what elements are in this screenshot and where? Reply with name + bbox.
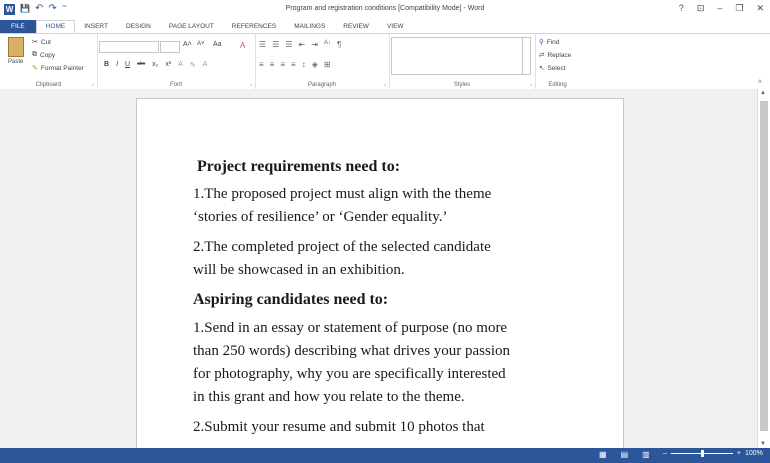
redo-icon[interactable]: ↷ [48, 3, 57, 14]
paragraph-row-2 [259, 60, 331, 69]
candidate-2-line-1: 2.Submit your resume and submit 10 photos that [193, 419, 485, 435]
format-painter-label: Format Painter [40, 64, 84, 72]
requirement-1-line-2: ‘stories of resilience’ or ‘Gender equality.’ [193, 209, 448, 225]
tab-page-layout[interactable]: PAGE LAYOUT [168, 23, 214, 30]
tab-references[interactable]: REFERENCES [231, 23, 277, 30]
clipboard-launcher-icon[interactable]: ⌟ [91, 81, 94, 87]
paste-button[interactable]: Paste [8, 59, 24, 65]
zoom-level[interactable]: 100% [745, 450, 763, 457]
tab-home[interactable]: HOME [36, 20, 76, 33]
cut-button[interactable] [32, 38, 51, 46]
subscript-button[interactable]: x₂ [152, 61, 159, 68]
styles-group [389, 34, 536, 89]
ribbon-display-options-icon[interactable]: ⊡ [696, 3, 705, 13]
candidate-1-line-4: in this grant and how you relate to the theme. [193, 389, 465, 405]
clipboard-group-label: Clipboard [35, 82, 62, 88]
editing-group [535, 34, 580, 89]
ribbon-tabs [0, 20, 770, 33]
clipboard-group [0, 34, 98, 89]
status-bar [0, 448, 770, 463]
styles-launcher-icon[interactable]: ⌟ [529, 81, 532, 87]
document-page[interactable] [136, 98, 624, 448]
copy-icon: ⧉ [32, 51, 37, 58]
copy-button[interactable] [32, 51, 55, 59]
scroll-down-icon[interactable]: ▼ [760, 441, 766, 447]
document-body[interactable] [193, 155, 573, 439]
zoom-in-icon[interactable]: + [736, 450, 741, 457]
view-buttons [599, 450, 650, 459]
highlight-icon[interactable]: ✎ [189, 62, 196, 69]
paragraph-row-1 [259, 40, 341, 49]
window-title: Program and registration conditions [Compatibility Mode] - Word [285, 5, 485, 12]
zoom-slider[interactable] [671, 453, 733, 454]
multilevel-list-icon[interactable]: ☰ [285, 40, 293, 49]
requirement-2-line-2: will be showcased in an exhibition. [193, 262, 405, 278]
line-spacing-icon[interactable]: ↕ [301, 60, 306, 69]
clear-formatting-icon[interactable]: A [240, 41, 246, 50]
format-painter-icon: ✎ [32, 65, 38, 72]
requirement-1-line-1: 1.The proposed project must align with the theme [193, 186, 492, 202]
candidate-1-line-1: 1.Send in an essay or statement of purpose (no more [193, 320, 508, 336]
replace-icon: ⇄ [539, 52, 545, 59]
word-app-icon: W [5, 4, 14, 14]
shrink-font-icon[interactable]: A˅ [197, 41, 205, 47]
zoom-out-icon[interactable]: – [663, 450, 667, 457]
text-effects-icon[interactable]: A [178, 61, 183, 68]
paragraph-group [255, 34, 390, 89]
find-button[interactable] [539, 38, 559, 46]
align-center-icon[interactable]: ≡ [269, 60, 275, 69]
styles-gallery-scroll[interactable] [522, 38, 530, 74]
shading-icon[interactable]: ◈ [311, 60, 318, 69]
select-button[interactable] [539, 64, 566, 72]
close-icon[interactable]: ✕ [756, 3, 764, 13]
read-mode-icon[interactable]: ▦ [599, 450, 607, 459]
customize-qat-icon[interactable]: ⁼ [61, 3, 68, 14]
requirement-2-line-1: 2.The completed project of the selected candidate [193, 239, 491, 255]
font-format-row [104, 61, 207, 69]
format-painter-button[interactable] [32, 64, 84, 72]
select-label: Select [547, 64, 566, 72]
align-left-icon[interactable]: ≡ [259, 60, 264, 69]
borders-icon[interactable]: ⊞ [323, 60, 331, 69]
cursor-icon: ↖ [539, 65, 545, 72]
binoculars-icon: ⚲ [539, 39, 544, 46]
ribbon-home [0, 33, 770, 90]
document-area [0, 89, 757, 448]
tab-review[interactable]: REVIEW [343, 23, 369, 30]
print-layout-icon[interactable]: ▤ [620, 450, 629, 459]
underline-button[interactable]: U [125, 61, 131, 68]
minimize-icon[interactable]: – [717, 3, 723, 13]
save-icon[interactable]: 💾 [20, 4, 30, 13]
font-group [97, 34, 256, 89]
tab-file[interactable]: FILE [0, 20, 36, 33]
strikethrough-button[interactable]: abc [137, 61, 146, 67]
replace-button[interactable] [539, 51, 571, 59]
candidate-1-line-3: for photography, why you are specifically interested [193, 366, 506, 382]
styles-gallery[interactable] [391, 37, 531, 75]
font-group-label: Font [169, 82, 182, 88]
font-launcher-icon[interactable]: ⌟ [249, 81, 252, 87]
scrollbar-thumb[interactable] [760, 101, 768, 431]
numbering-icon[interactable]: ☰ [272, 40, 280, 49]
decrease-indent-icon[interactable]: ⇤ [298, 40, 306, 49]
copy-label: Copy [40, 51, 56, 59]
undo-icon[interactable]: ↶ [34, 3, 44, 14]
collapse-ribbon-icon[interactable]: ˄ [757, 79, 762, 86]
font-color-icon[interactable]: A [202, 61, 208, 68]
scissors-icon: ✂ [32, 39, 38, 46]
paragraph-launcher-icon[interactable]: ⌟ [383, 81, 386, 87]
tab-view[interactable]: VIEW [386, 23, 404, 30]
paste-icon[interactable] [8, 37, 24, 57]
help-icon[interactable]: ? [678, 3, 684, 13]
web-layout-icon[interactable]: ▥ [642, 450, 650, 459]
bullets-icon[interactable]: ☰ [259, 40, 267, 49]
bold-button[interactable]: B [104, 61, 110, 68]
window-controls [679, 3, 764, 14]
heading-aspiring-candidates: Aspiring candidates need to: [193, 291, 389, 308]
editing-group-label: Editing [548, 82, 567, 88]
align-right-icon[interactable]: ≡ [280, 60, 286, 69]
superscript-button[interactable]: x² [165, 61, 172, 68]
font-size-box[interactable] [160, 41, 180, 53]
paragraph-group-label: Paragraph [307, 82, 337, 88]
tab-insert[interactable]: INSERT [84, 23, 108, 30]
scroll-up-icon[interactable]: ▲ [760, 90, 766, 96]
grow-font-icon[interactable]: A˄ [183, 41, 192, 48]
vertical-scrollbar[interactable] [757, 89, 770, 448]
italic-button[interactable]: I [116, 61, 119, 68]
tab-mailings[interactable]: MAILINGS [294, 23, 326, 30]
tab-design[interactable]: DESIGN [125, 23, 151, 30]
zoom-slider-handle[interactable] [701, 450, 704, 457]
zoom-control [663, 450, 763, 457]
title-bar [0, 0, 770, 20]
candidate-1-line-2: than 250 words) describing what drives your passion [193, 343, 511, 359]
show-hide-pilcrow-icon[interactable]: ¶ [336, 40, 342, 49]
styles-group-label: Styles [453, 82, 471, 88]
find-label: Find [546, 38, 560, 46]
sort-icon[interactable]: A↓ [323, 40, 331, 46]
justify-icon[interactable]: ≡ [291, 60, 296, 69]
restore-icon[interactable]: ❐ [735, 3, 744, 13]
font-name-box[interactable] [99, 41, 159, 53]
cut-label: Cut [40, 38, 51, 46]
increase-indent-icon[interactable]: ⇥ [311, 40, 318, 49]
heading-project-requirements: Project requirements need to: [197, 158, 401, 175]
replace-label: Replace [547, 51, 572, 59]
change-case-icon[interactable]: Aa [213, 41, 222, 48]
